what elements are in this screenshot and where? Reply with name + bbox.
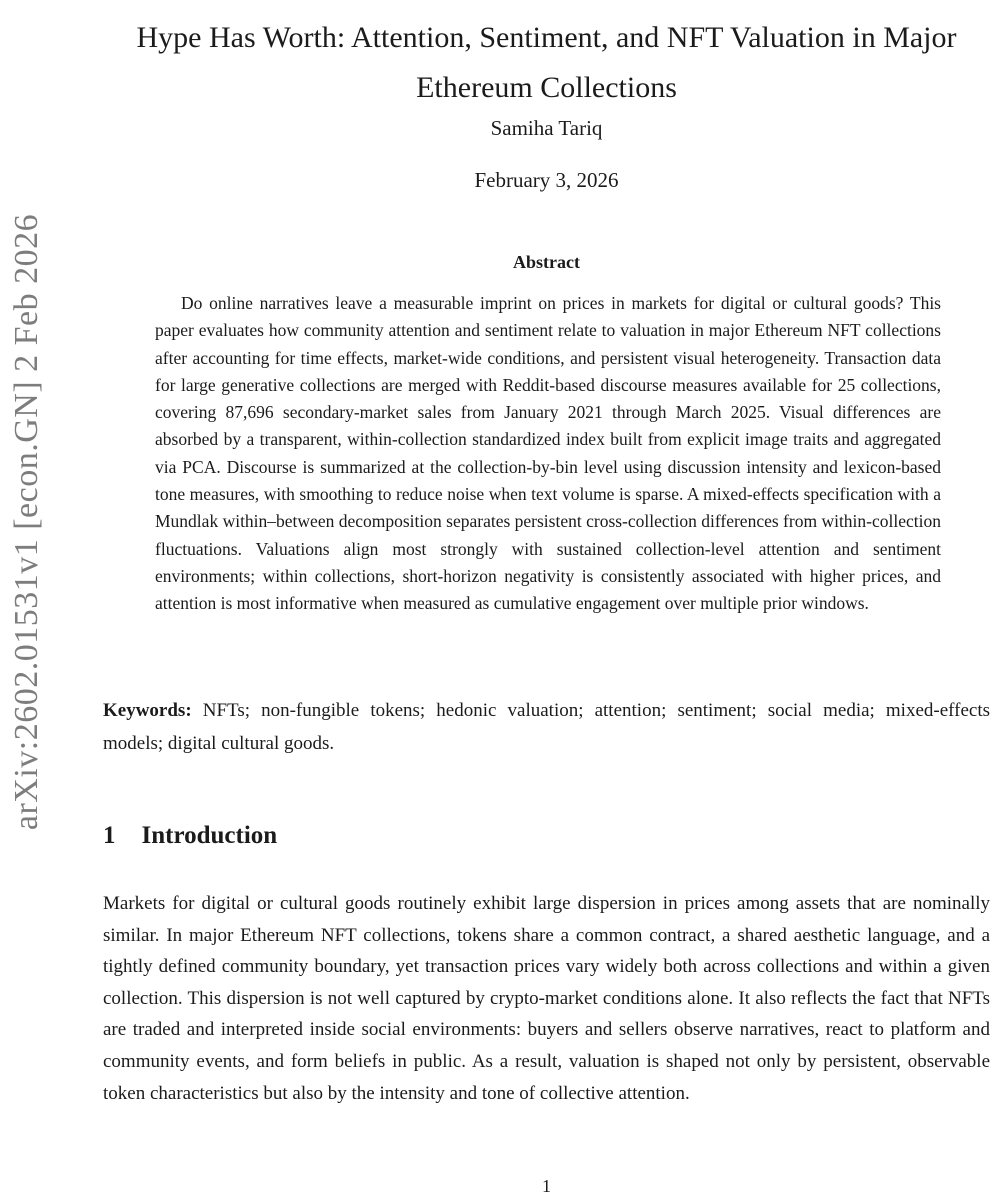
introduction-paragraph: Markets for digital or cultural goods routinely exhibit large dispersion in prices among assets that are nominally similar. In major Ethereum NFT collections, tokens share a common contract, a shared aesthetic language, and a tightly defined community boundary, yet transaction prices vary widely both across collections and within a given collection. This dispersion is not well captured by crypto-market conditions alone. It also reflects the fact that NFTs are traded and interpreted inside social environments: buyers and sellers observe narratives, react to platform and community events, and form beliefs in public. As a result, valuation is shaped not only by persistent, observable token characteristics but also by the intensity and tone of collective attention. bbox=[103, 893, 990, 1104]
section-heading bbox=[103, 822, 277, 850]
keywords-label: Keywords: bbox=[103, 700, 192, 721]
arxiv-watermark: arXiv:2602.01531v1 [econ.GN] 2 Feb 2026 bbox=[8, 213, 45, 831]
keywords-text: NFTs; non-fungible tokens; hedonic valuation; attention; sentiment; social media; mixed-effects models; digital cultural goods. bbox=[103, 700, 990, 754]
page-number: 1 bbox=[542, 1176, 551, 1196]
abstract-text: Do online narratives leave a measurable imprint on prices in markets for digital or cultural goods? This paper evaluates how community attention and sentiment relate to valuation in major Ethereum NFT collections after accounting for time effects, market-wide conditions, and persistent visual heterogeneity. Transaction data for large generative collections are merged with Reddit-based discourse measures available for 25 collections, covering 87,696 secondary-market sales from January 2021 through March 2025. Visual differences are absorbed by a transparent, within-collection standardized index built from explicit image traits and aggregated via PCA. Discourse is summarized at the collection-by-bin level using discussion intensity and lexicon-based tone measures, with smoothing to reduce noise when text volume is sparse. A mixed-effects specification with a Mundlak within–between decomposition separates persistent cross-collection differences from within-collection fluctuations. Valuations align most strongly with sustained collection-level attention and sentiment environments; within collections, short-horizon negativity is consistently associated with higher prices, and attention is most informative when measured as cumulative engagement over multiple prior windows. bbox=[155, 293, 941, 614]
section-number: 1 bbox=[103, 822, 116, 849]
paper-content bbox=[103, 0, 990, 1200]
section-title: Introduction bbox=[141, 822, 278, 849]
keywords-line bbox=[103, 694, 990, 760]
author-name: Samiha Tariq bbox=[490, 116, 603, 140]
paper-title: Hype Has Worth: Attention, Sentiment, and NFT Valuation in Major Ethereum Collections bbox=[136, 21, 957, 105]
abstract-heading: Abstract bbox=[513, 252, 580, 272]
publication-date: February 3, 2026 bbox=[474, 168, 619, 192]
